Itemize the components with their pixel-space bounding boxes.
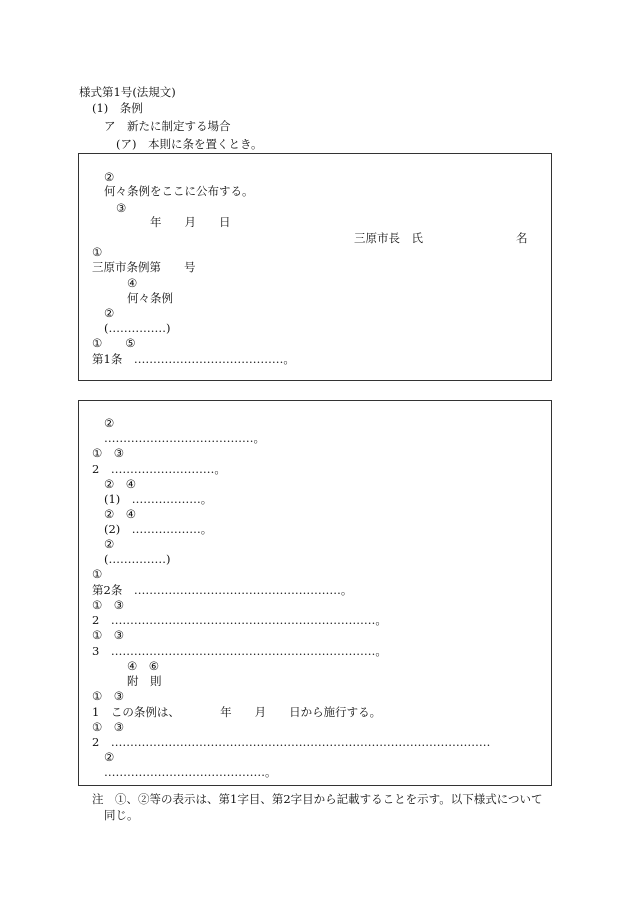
mayor-name: 名 [516,231,528,245]
item-2: (2) ………………。 [104,522,213,536]
item-heading: (ア) 本則に条を置くとき。 [116,137,263,151]
enforcement-clause: 1 この条例は、 年 月 日から施行する。 [92,705,382,719]
promulgation-text: 何々条例をここに公布する。 [104,184,254,198]
box2-marker-8: ① ③ [92,628,125,642]
date-line: 年 月 日 [150,215,231,229]
box2-marker-4: ② ④ [104,507,137,521]
item-1: (1) ………………。 [104,492,213,506]
box2-marker-2: ① ③ [92,446,125,460]
box2-marker-12: ② [104,750,115,764]
box1-marker-6: ① ⑤ [92,336,136,350]
box1-marker-3: ① [92,245,103,259]
article-caption: (……………) [104,321,171,335]
ordinance-number: 三原市条例第 号 [92,260,196,274]
box1-marker-2: ③ [116,201,127,215]
box2-marker-6: ① [92,567,103,581]
box2-marker-3: ② ④ [104,477,137,491]
paragraph-1: …………………………………。 [104,431,265,445]
box2-marker-10: ① ③ [92,689,125,703]
supplementary-paragraph-2: 2 ……………………………………………………………………………………… [92,735,491,749]
subsection-heading: ア 新たに制定する場合 [104,119,231,133]
ordinance-title: 何々条例 [127,291,173,305]
article-2-paragraph-3: 3 ……………………………………………………………。 [92,644,387,658]
section-heading: (1) 条例 [92,101,143,115]
box2-marker-1: ② [104,416,115,430]
article-2: 第2条 ………………………………………………。 [92,583,353,597]
article-1: 第1条 …………………………………。 [92,352,295,366]
mayor-label: 三原市長 氏 [354,231,423,245]
box2-marker-9: ④ ⑥ [127,659,160,673]
box1-marker-4: ④ [127,276,138,290]
form-title: 様式第1号(法規文) [79,85,176,99]
supplementary-provisions-heading: 附 則 [127,674,162,688]
note-line-1: 注 ①、②等の表示は、第1字目、第2字目から記載することを示す。以下様式について [92,792,543,806]
article-2-paragraph-2: 2 ……………………………………………………………。 [92,613,387,627]
box2-marker-11: ① ③ [92,720,125,734]
box1-marker-5: ② [104,306,115,320]
note-line-2: 同じ。 [104,808,139,822]
article-caption-2: (……………) [104,552,171,566]
supplementary-continuation: ……………………………………。 [104,765,277,779]
box2-marker-7: ① ③ [92,598,125,612]
paragraph-2: 2 ………………………。 [92,462,226,476]
box1-marker-1: ② [104,170,115,184]
box2-marker-5: ② [104,537,115,551]
